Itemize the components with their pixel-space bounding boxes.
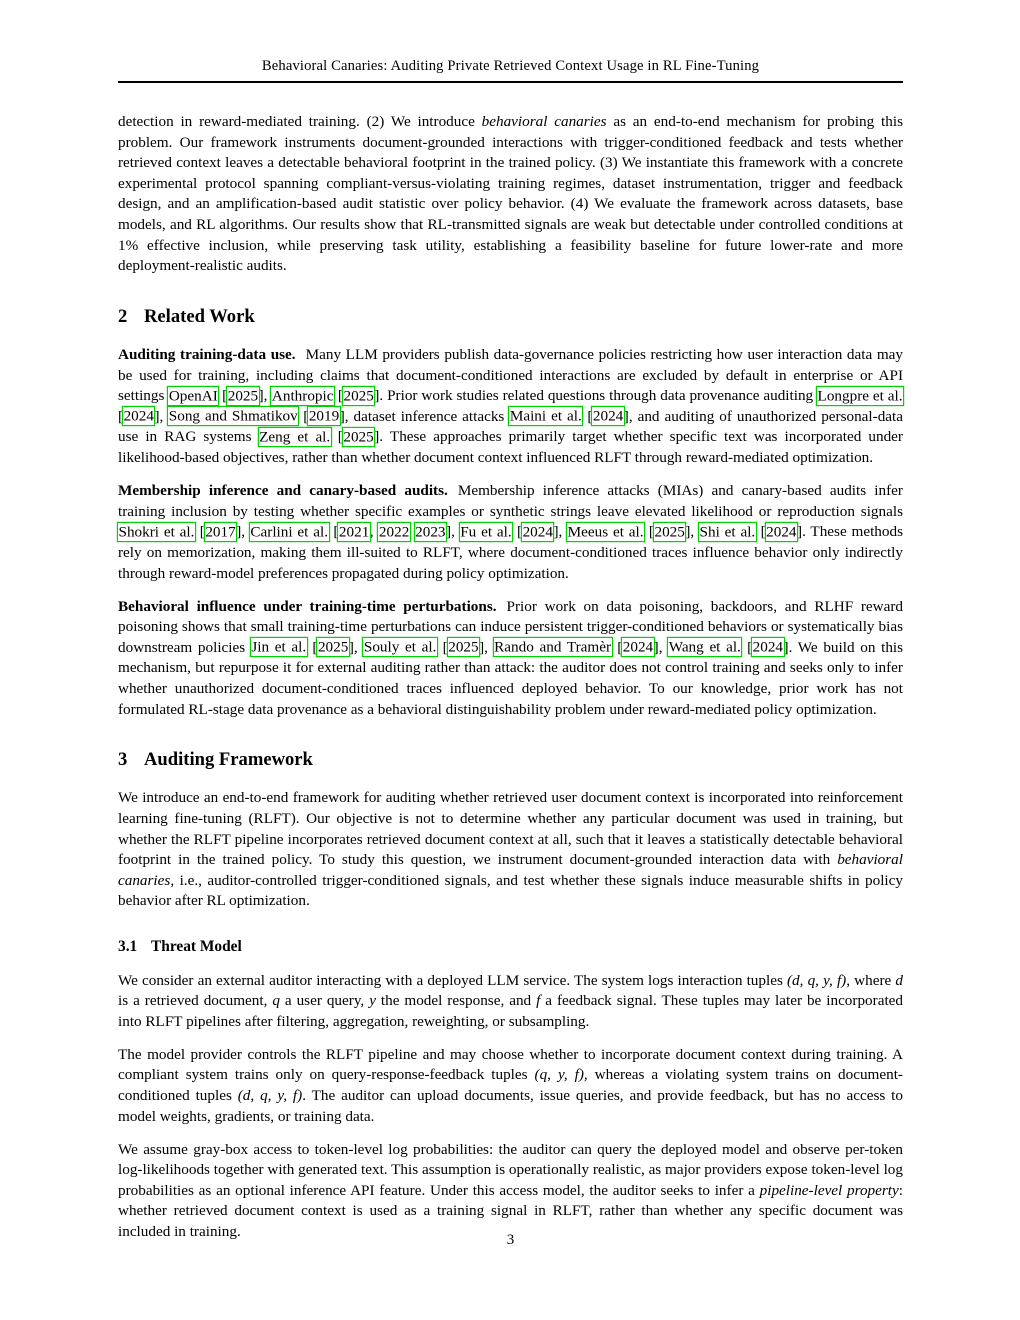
text-run — [582, 408, 587, 425]
text-run: We introduce an end-to-end framework for auditing whether retrieved user document context is incorporated into reinforcement learning fine-tuning (RLFT). Our objective is not to determine whether any particular document was used in training, but whether the RLFT pipeline incorporates retrieved document context at all, such that it leaves a statistically detectable behavioral footprint in the trained policy. To study this question, we instrument document-grounded interaction data with — [118, 789, 903, 869]
runin-heading-auditing: Auditing training-data use. — [118, 346, 296, 364]
text-run — [612, 639, 618, 656]
text-run — [334, 387, 338, 404]
paragraph-intro-continued — [118, 112, 903, 277]
paragraph-framework-intro — [118, 788, 903, 912]
citation-link-shokri-year[interactable]: 2017 — [205, 523, 236, 541]
text-run — [195, 523, 200, 540]
subsection-heading-threat-model — [118, 912, 903, 970]
header-rule — [118, 81, 903, 83]
text-run: , — [159, 407, 169, 425]
text-run: . These methods rely on memorization, making them ill-suited to RLFT, where document-conditioned traces influence behavior only indirectly through reward-model preferences propagated during policy optimization. — [118, 523, 903, 582]
text-run: Many LLM providers publish data-governance policies restricting how user interaction data may be used for training, including claims that document-conditioned interactions are excluded by default in enterprise or API settings — [118, 346, 903, 405]
paragraph-auditing-training-data-use: Auditing training-data use. Many LLM providers publish data-governance policies restricting how user interaction data may be used for training, including claims that document-conditioned interactions are excluded by default in enterprise or API settings OpenAI [2025], Anthropic [2025]. Prior work studies related questions through data provenance auditing Longpre et al. [2024], Song and Shmatikov [2019], dataset inference attacks Maini et al. [2024], and auditing of unauthorized personal-data use in RAG systems Zeng et al. [2025]. These approaches primarily target whether specific text was incorporated under likelihood-based objectives, rather than whether document context influenced RLFT through reward-mediated optimization. — [118, 346, 904, 467]
text-run — [329, 523, 334, 540]
inline-math-d: d — [895, 971, 903, 989]
paragraph-graybox-access — [118, 1140, 903, 1243]
text-run: , whereas a violating system trains on document-conditioned tuples — [118, 1066, 903, 1104]
citation-link-fu-year[interactable]: 2024 — [522, 523, 553, 541]
text-run: , — [369, 523, 379, 541]
paragraph-behavioral-influence: Behavioral influence under training-time perturbations. Prior work on data poisoning, backdoors, and RLHF reward poisoning shows that small training-time perturbations can induce persistent trigger-conditioned behaviors or systematically bias downstream policies Jin et al. [2025], Souly et al. [2025], Rando and Tramèr [2024], Wang et al. [2024]. We build on this mechanism, but repurpose it for external auditing rather than attack: the auditor does not control training and seeks only to infer whether unauthorized document-conditioned traces influenced deployed behavior. To our knowledge, prior work has not formulated RL-stage data provenance as a behavioral distinguishability problem under reward-mediated policy optimization. — [118, 597, 904, 718]
text-run: : whether retrieved document context is used as a training signal in RLFT, rather than whether any specific document was included in training. — [118, 1181, 903, 1241]
runin-heading-membership: Membership inference and canary-based audits. — [118, 482, 448, 500]
text-run — [298, 408, 303, 425]
text-run — [512, 523, 517, 540]
text-run: the model response, and — [375, 992, 537, 1010]
section-number: 2 — [118, 305, 128, 327]
citation-link-zeng[interactable]: Zeng et al. — [259, 428, 331, 446]
citation-link-maini[interactable]: Maini et al. — [509, 407, 582, 425]
inline-math-f: f — [536, 992, 541, 1010]
citation-link-wang-year[interactable]: 2024 — [752, 638, 783, 656]
text-run: , and auditing of unauthorized personal-data use in RAG systems — [118, 407, 904, 446]
citation-link-anthropic-year[interactable]: 2025 — [343, 387, 374, 405]
text-run: , — [658, 638, 669, 656]
citation-link-openai[interactable]: OpenAI — [168, 387, 218, 405]
running-header: Behavioral Canaries: Auditing Private Retrieved Context Usage in RL Fine-Tuning — [261, 58, 760, 74]
paper-page — [118, 0, 903, 1320]
citation-link-rando-tramer[interactable]: Rando and Tramèr — [494, 638, 611, 656]
text-run: , — [451, 523, 460, 541]
citation-link-song-shmatikov[interactable]: Song and Shmatikov — [168, 407, 298, 425]
text-run: We consider an external auditor interacting with a deployed LLM service. The system logs interaction tuples — [118, 971, 787, 989]
paragraph-membership-inference: Membership inference and canary-based audits. Membership inference attacks (MIAs) and canary-based audits infer training inclusion by testing whether specific examples or synthetic strings leave elevated likelihood or reproduction signals Shokri et al. [2017], Carlini et al. [2021, 2022 2023], Fu et al. [2024], Meeus et al. [2025], Shi et al. [2024]. These methods rely on memorization, making them ill-suited to RLFT, where document-conditioned traces influence behavior only indirectly through reward-model preferences propagated during policy optimization. — [118, 482, 903, 582]
inline-math-tuple-dqyf: (d, q, y, f) — [787, 971, 847, 989]
text-run: . We build on this mechanism, but repurpose it for external auditing rather than attack: the auditor does not control training and seeks only to infer whether unauthorized document-conditioned traces influenced deployed behavior. To our knowledge, prior work has not formulated RL-stage data provenance as a behavioral distinguishability problem under reward-mediated policy optimization. — [118, 638, 904, 718]
citation-link-fu[interactable]: Fu et al. — [460, 523, 512, 541]
section-number: 3 — [118, 749, 128, 771]
citation-link-meeus[interactable]: Meeus et al. — [567, 523, 644, 541]
text-run: The model provider controls the RLFT pipeline and may choose whether to incorporate document context during training. A compliant system trains only on query-response-feedback tuples — [118, 1045, 903, 1084]
citation-link-wang[interactable]: Wang et al. — [668, 638, 741, 656]
text-run: a user query, — [279, 992, 370, 1010]
text-run: as an end-to-end mechanism for probing this problem. Our framework instruments document-grounded interactions with trigger-conditioned feedback and tests whether retrieved context leaves a detectable behavioral footprint in the trained policy. (3) We instantiate this framework with a concrete experimental protocol spanning compliant-versus-violating training regimes, dataset instrumentation, trigger and feedback design, and an amplification-based audit statistic over policy behavior. (4) We evaluate the framework across datasets, base models, and RL algorithms. Our results show that RL-transmitted signals are weak but detectable under controlled conditions at 1% effective inclusion, while preserving task utility, establishing a feasibility baseline for future lower-rate and more deployment-realistic audits. — [118, 113, 903, 275]
text-run: , — [353, 638, 364, 656]
citation-link-carlini-year-2023[interactable]: 2023 — [415, 523, 446, 541]
paragraph-model-provider — [118, 1045, 903, 1127]
section-heading-auditing-framework — [118, 720, 903, 788]
citation-link-rando-tramer-year[interactable]: 2024 — [622, 638, 654, 656]
text-run — [437, 639, 443, 656]
citation-link-souly[interactable]: Souly et al. — [363, 638, 437, 656]
citation-link-shokri[interactable]: Shokri et al. — [118, 523, 195, 541]
citation-link-maini-year[interactable]: 2024 — [592, 407, 624, 425]
text-run — [644, 523, 649, 540]
paragraph-threat-model-tuples — [118, 971, 903, 1033]
text-run — [218, 387, 222, 404]
citation-link-carlini[interactable]: Carlini et al. — [250, 523, 328, 541]
text-run: is a retrieved document, — [118, 992, 273, 1010]
emphasis-pipeline-level-property: pipeline-level property — [759, 1181, 899, 1199]
citation-link-carlini-year-2021[interactable]: 2021 — [338, 523, 370, 541]
text-run — [741, 639, 747, 656]
text-run — [331, 428, 338, 445]
inline-math-q: q — [272, 992, 280, 1010]
text-run: detection in reward-mediated training. (2) We introduce — [118, 113, 482, 130]
citation-link-jin-year[interactable]: 2025 — [317, 638, 349, 656]
section-title: Auditing Framework — [144, 749, 313, 771]
citation-link-longpre[interactable]: Longpre et al. — [817, 387, 903, 405]
text-run: Membership inference attacks (MIAs) and canary-based audits infer training inclusion by testing whether specific examples or synthetic strings leave elevated likelihood or reproduction signals — [118, 482, 903, 520]
text-run: , dataset inference attacks — [344, 407, 510, 425]
inline-math-tuple-qyf: (q, y, f) — [534, 1066, 584, 1084]
emphasis-behavioral-canaries: behavioral canaries — [118, 851, 903, 889]
text-run: . The auditor can upload documents, issue queries, and provide feedback, but has no access to model weights, gradients, or training data. — [118, 1086, 903, 1125]
text-run: Prior work on data poisoning, backdoors, and RLHF reward poisoning shows that small training-time perturbations can induce persistent trigger-conditioned behaviors or systematically bias downstream policies — [118, 597, 904, 656]
inline-math-y: y — [369, 992, 376, 1010]
citation-link-song-shmatikov-year[interactable]: 2019 — [308, 407, 340, 425]
text-run: , — [690, 523, 700, 541]
text-run — [307, 639, 313, 656]
text-run: , — [484, 638, 494, 656]
text-run: , i.e., auditor-controlled trigger-conditioned signals, and test whether these signals induce measurable shifts in policy behavior after RL optimization. — [118, 871, 903, 910]
citation-link-shi-year[interactable]: 2024 — [766, 523, 797, 541]
citation-link-meeus-year[interactable]: 2025 — [654, 523, 685, 541]
citation-link-openai-year[interactable]: 2025 — [227, 387, 259, 405]
text-run: . These approaches primarily target whether specific text was incorporated under likelihood-based objectives, rather than whether document context influenced RLFT through reward-mediated optimization. — [118, 428, 903, 467]
citation-link-shi[interactable]: Shi et al. — [699, 523, 756, 541]
citation-link-zeng-year[interactable]: 2025 — [343, 428, 374, 446]
text-run: , — [263, 387, 272, 405]
citation-link-anthropic[interactable]: Anthropic — [271, 387, 334, 405]
page-number: 3 — [506, 1232, 515, 1248]
inline-math-tuple-dqyf: (d, q, y, f) — [237, 1086, 303, 1104]
text-run: a feedback signal. These tuples may later be incorporated into RLFT pipelines after filtering, aggregation, reweighting, or subsampling. — [118, 992, 903, 1030]
section-title: Related Work — [144, 305, 255, 327]
emphasis-behavioral-canaries: behavioral canaries — [481, 113, 607, 130]
citation-link-carlini-year-2022[interactable]: 2022 — [378, 523, 410, 541]
section-heading-related-work — [118, 277, 903, 345]
runin-heading-behavioral: Behavioral influence under training-time perturbations. — [118, 597, 497, 615]
citation-link-jin[interactable]: Jin et al. — [251, 638, 307, 656]
text-column — [118, 112, 903, 1243]
text-run: , — [558, 523, 568, 541]
citation-link-longpre-year[interactable]: 2024 — [123, 407, 154, 425]
text-run: . Prior work studies related questions through data provenance auditing — [379, 387, 818, 405]
subsection-number: 3.1 — [118, 938, 138, 956]
text-run: We assume gray-box access to token-level log probabilities: the auditor can query the deployed model and observe per-token log-likelihoods together with generated text. This assumption is operationally realistic, as major providers expose token-level log probabilities as an optional inference API feature. Under this access model, the auditor seeks to infer a — [118, 1140, 903, 1199]
text-run — [410, 523, 415, 540]
text-run — [756, 523, 761, 540]
text-run: , — [241, 523, 250, 541]
text-run: , where — [846, 971, 896, 989]
subsection-title: Threat Model — [151, 938, 242, 956]
citation-link-souly-year[interactable]: 2025 — [448, 638, 479, 656]
